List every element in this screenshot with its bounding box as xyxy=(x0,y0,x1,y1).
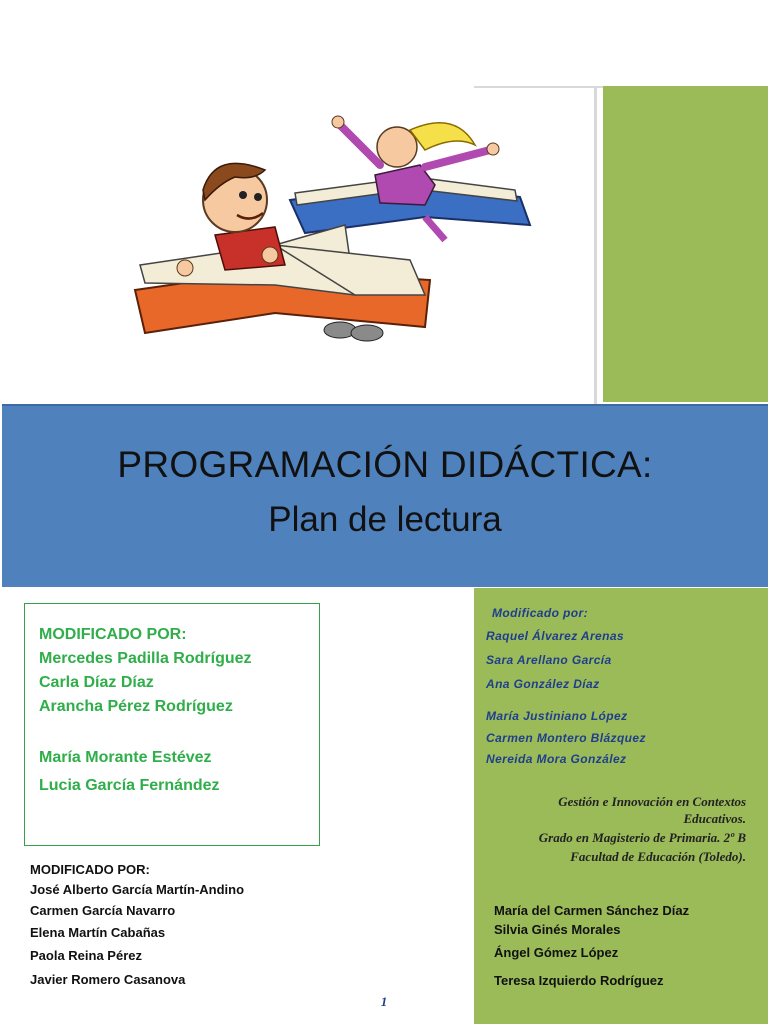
modified-by-heading: MODIFICADO POR: xyxy=(39,626,187,643)
author-name: Teresa Izquierdo Rodríguez xyxy=(494,973,664,988)
author-name: Silvia Ginés Morales xyxy=(494,922,621,937)
author-name: Mercedes Padilla Rodríguez xyxy=(39,650,252,667)
right-info-panel xyxy=(474,588,768,1024)
author-name: Paola Reina Pérez xyxy=(30,948,142,963)
author-name: María Justiniano López xyxy=(486,709,628,723)
author-name: José Alberto García Martín-Andino xyxy=(30,882,245,897)
author-name: Ángel Gómez López xyxy=(494,945,619,960)
author-name: Nereida Mora González xyxy=(486,752,627,766)
orange-book-icon xyxy=(135,225,430,333)
frame-line xyxy=(594,86,597,404)
course-line: Gestión e Innovación en Contextos xyxy=(558,794,746,809)
page-number: 1 xyxy=(380,994,388,1009)
author-name: Elena Martín Cabañas xyxy=(30,925,166,940)
modified-by-heading: MODIFICADO POR: xyxy=(30,862,150,877)
author-name: Arancha Pérez Rodríguez xyxy=(39,698,233,715)
author-name: Carla Díaz Díaz xyxy=(39,674,154,691)
author-name: Lucia García Fernández xyxy=(39,777,220,794)
author-name: María Morante Estévez xyxy=(39,749,212,766)
kids-reading-books-illustration xyxy=(125,105,535,345)
frame-line xyxy=(474,86,604,88)
author-name: Raquel Álvarez Arenas xyxy=(486,629,625,643)
course-line: Grado en Magisterio de Primaria. 2º B xyxy=(538,830,746,845)
author-name: María del Carmen Sánchez Díaz xyxy=(494,903,690,918)
modified-by-heading: Modificado por: xyxy=(492,606,588,620)
course-line: Educativos. xyxy=(683,811,746,826)
page-subtitle: Plan de lectura xyxy=(268,500,502,539)
title-band xyxy=(2,404,768,587)
green-accent-block xyxy=(603,86,768,402)
author-name: Javier Romero Casanova xyxy=(30,972,186,987)
course-line: Facultad de Educación (Toledo). xyxy=(570,849,746,864)
author-name: Sara Arellano García xyxy=(486,653,612,667)
author-name: Carmen Montero Blázquez xyxy=(486,731,646,745)
author-name: Carmen García Navarro xyxy=(30,903,176,918)
modified-by-box xyxy=(24,603,320,846)
author-name: Ana González Díaz xyxy=(486,677,600,691)
page-title: PROGRAMACIÓN DIDÁCTICA: xyxy=(117,444,653,485)
